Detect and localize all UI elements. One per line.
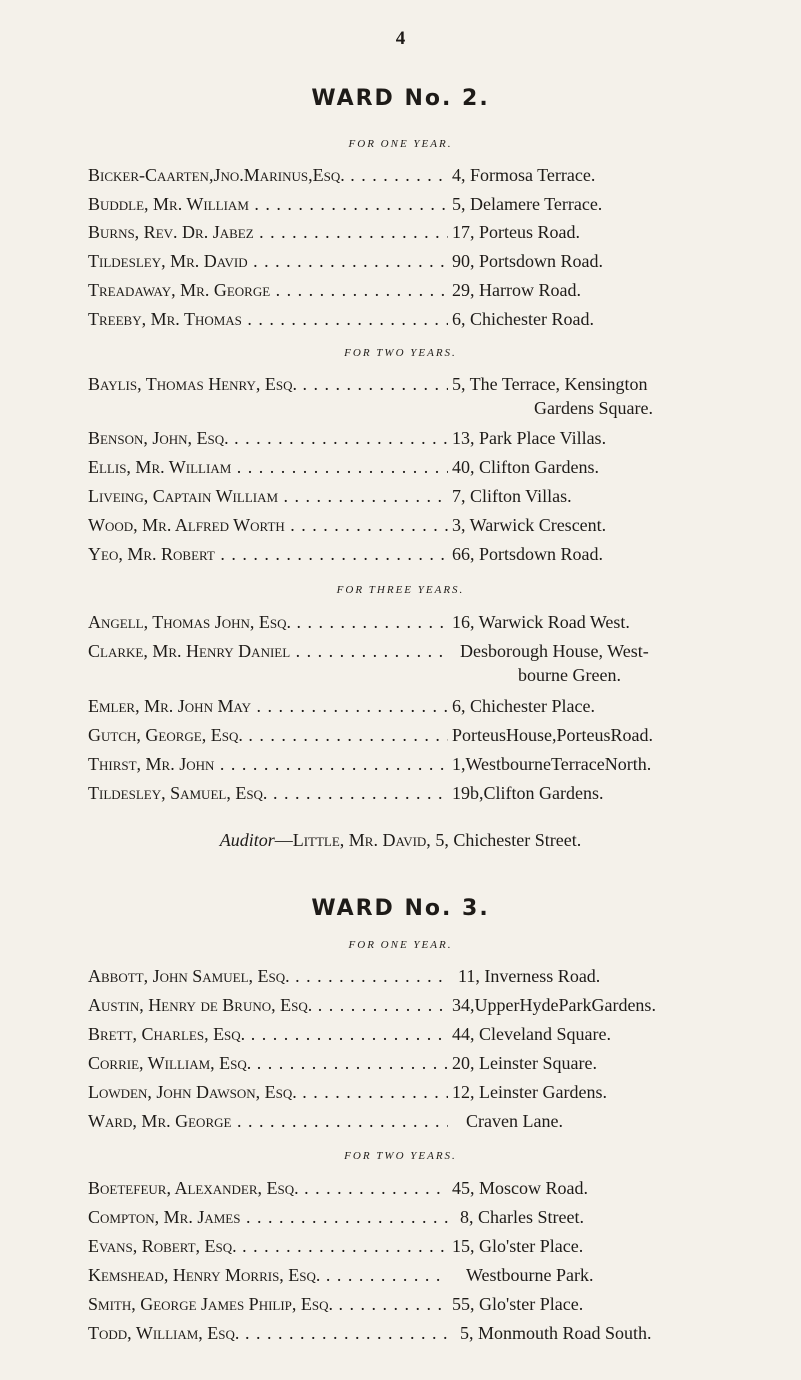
member-address-continued: Gardens Square. bbox=[534, 398, 653, 418]
member-address: 5, Delamere Terrace. bbox=[452, 194, 603, 214]
list-item bbox=[88, 372, 778, 418]
member-address: 12, Leinster Gardens. bbox=[452, 1082, 607, 1102]
member-address: 15, Glo'ster Place. bbox=[452, 1236, 584, 1256]
member-name: Corrie, William, Esq. . . . bbox=[88, 1051, 448, 1075]
member-address: 7, Clifton Villas. bbox=[452, 486, 572, 506]
auditor-name: Little, Mr. David, bbox=[292, 830, 431, 850]
list-item bbox=[88, 1263, 778, 1287]
member-address: 17, Porteus Road. bbox=[452, 222, 580, 242]
list-item bbox=[88, 610, 778, 634]
member-name: Ellis, Mr. William . . . bbox=[88, 455, 448, 479]
member-name: Gutch, George, Esq. . . . bbox=[88, 723, 448, 747]
member-address: 8, Charles Street. bbox=[460, 1207, 584, 1227]
member-address: Westbourne Park. bbox=[466, 1265, 594, 1285]
member-name: Angell, Thomas John, Esq. . . . bbox=[88, 610, 448, 634]
member-name: Evans, Robert, Esq. . . . bbox=[88, 1234, 448, 1258]
list-item bbox=[88, 1292, 778, 1316]
list-item bbox=[88, 249, 778, 273]
list-item bbox=[88, 426, 778, 450]
list-item bbox=[88, 484, 778, 508]
list-item bbox=[88, 1022, 778, 1046]
member-name: Thirst, Mr. John . . . bbox=[88, 752, 448, 776]
member-name: Compton, Mr. James . . . bbox=[88, 1205, 448, 1229]
member-name: Ward, Mr. George . . . bbox=[88, 1109, 448, 1133]
ward-2-title: WARD No. 2. bbox=[311, 86, 490, 111]
list-item bbox=[88, 163, 778, 187]
list-item bbox=[88, 752, 778, 776]
member-address: 13, Park Place Villas. bbox=[452, 428, 607, 448]
list-item bbox=[88, 1321, 778, 1345]
list-item bbox=[88, 220, 778, 244]
list-item bbox=[88, 542, 778, 566]
list-item bbox=[88, 455, 778, 479]
member-address: 20, Leinster Square. bbox=[452, 1053, 597, 1073]
member-address: 5, The Terrace, Kensington bbox=[452, 374, 648, 394]
member-name: Brett, Charles, Esq. . . . bbox=[88, 1022, 448, 1046]
member-address: 44, Cleveland Square. bbox=[452, 1024, 611, 1044]
member-name: Bicker-Caarten,Jno.Marinus,Esq. . . . bbox=[88, 163, 448, 187]
list-item bbox=[88, 513, 778, 537]
member-name: Burns, Rev. Dr. Jabez . . . bbox=[88, 220, 448, 244]
member-address: 19b,Clifton Gardens. bbox=[452, 783, 604, 803]
member-name: Tildesley, Mr. David . . . bbox=[88, 249, 448, 273]
member-address: 16, Warwick Road West. bbox=[452, 612, 630, 632]
member-address: 4, Formosa Terrace. bbox=[452, 165, 596, 185]
member-address: 34,UpperHydeParkGardens. bbox=[452, 995, 656, 1015]
list-item bbox=[88, 723, 778, 747]
member-name: Abbott, John Samuel, Esq. . . . bbox=[88, 964, 448, 988]
member-address: Craven Lane. bbox=[466, 1111, 563, 1131]
member-address: 6, Chichester Place. bbox=[452, 696, 595, 716]
list-item bbox=[88, 694, 778, 718]
member-name: Boetefeur, Alexander, Esq. . . . bbox=[88, 1176, 448, 1200]
member-address: 40, Clifton Gardens. bbox=[452, 457, 599, 477]
member-address: 11, Inverness Road. bbox=[458, 966, 601, 986]
member-address: PorteusHouse,PorteusRoad. bbox=[452, 725, 653, 745]
list-item bbox=[88, 1205, 778, 1229]
ward-2-auditor bbox=[0, 830, 801, 851]
member-name: Baylis, Thomas Henry, Esq. . . . bbox=[88, 372, 448, 396]
member-address: Desborough House, West- bbox=[460, 641, 649, 661]
member-name: Smith, George James Philip, Esq. . . . bbox=[88, 1292, 448, 1316]
list-item bbox=[88, 964, 778, 988]
member-name: Emler, Mr. John May . . . bbox=[88, 694, 448, 718]
member-name: Buddle, Mr. William . . . bbox=[88, 192, 448, 216]
list-item bbox=[88, 1176, 778, 1200]
member-name: Liveing, Captain William . . . bbox=[88, 484, 448, 508]
ward-2-section-one-year: FOR ONE YEAR. bbox=[348, 138, 453, 150]
auditor-address: 5, Chichester Street. bbox=[430, 830, 582, 850]
auditor-separator: — bbox=[274, 830, 293, 850]
member-address: 5, Monmouth Road South. bbox=[460, 1323, 652, 1343]
member-name: Treadaway, Mr. George . . . bbox=[88, 278, 448, 302]
list-item bbox=[88, 781, 778, 805]
member-name: Todd, William, Esq. . . . bbox=[88, 1321, 448, 1345]
list-item bbox=[88, 1234, 778, 1258]
ward-2-section-three-years: FOR THREE YEARS. bbox=[336, 584, 465, 596]
member-address: 90, Portsdown Road. bbox=[452, 251, 604, 271]
member-address: 3, Warwick Crescent. bbox=[452, 515, 607, 535]
ward-3-section-one-year: FOR ONE YEAR. bbox=[348, 939, 453, 951]
member-address: 66, Portsdown Road. bbox=[452, 544, 604, 564]
list-item bbox=[88, 1109, 778, 1133]
member-name: Tildesley, Samuel, Esq. . . . bbox=[88, 781, 448, 805]
member-address: 1,WestbourneTerraceNorth. bbox=[452, 754, 652, 774]
list-item bbox=[88, 1051, 778, 1075]
member-name: Benson, John, Esq. . . . bbox=[88, 426, 448, 450]
member-name: Lowden, John Dawson, Esq. . . . bbox=[88, 1080, 448, 1104]
member-name: Wood, Mr. Alfred Worth . . . bbox=[88, 513, 448, 537]
auditor-role: Auditor bbox=[219, 830, 275, 850]
list-item bbox=[88, 192, 778, 216]
member-name: Clarke, Mr. Henry Daniel . . . bbox=[88, 639, 448, 663]
member-address: 55, Glo'ster Place. bbox=[452, 1294, 584, 1314]
ward-3-title: WARD No. 3. bbox=[311, 896, 490, 921]
list-item bbox=[88, 639, 778, 685]
list-item bbox=[88, 307, 778, 331]
page-number: 4 bbox=[395, 28, 406, 49]
member-name: Yeo, Mr. Robert . . . bbox=[88, 542, 448, 566]
member-name: Austin, Henry de Bruno, Esq. . . . bbox=[88, 993, 448, 1017]
member-address: 6, Chichester Road. bbox=[452, 309, 594, 329]
member-name: Treeby, Mr. Thomas . . . bbox=[88, 307, 448, 331]
ward-2-section-two-years: FOR TWO YEARS. bbox=[344, 347, 457, 359]
member-address: 45, Moscow Road. bbox=[452, 1178, 588, 1198]
ward-3-section-two-years: FOR TWO YEARS. bbox=[344, 1150, 457, 1162]
member-name: Kemshead, Henry Morris, Esq. . . . bbox=[88, 1263, 448, 1287]
member-address-continued: bourne Green. bbox=[518, 665, 621, 685]
list-item bbox=[88, 1080, 778, 1104]
list-item bbox=[88, 993, 778, 1017]
list-item bbox=[88, 278, 778, 302]
member-address: 29, Harrow Road. bbox=[452, 280, 581, 300]
